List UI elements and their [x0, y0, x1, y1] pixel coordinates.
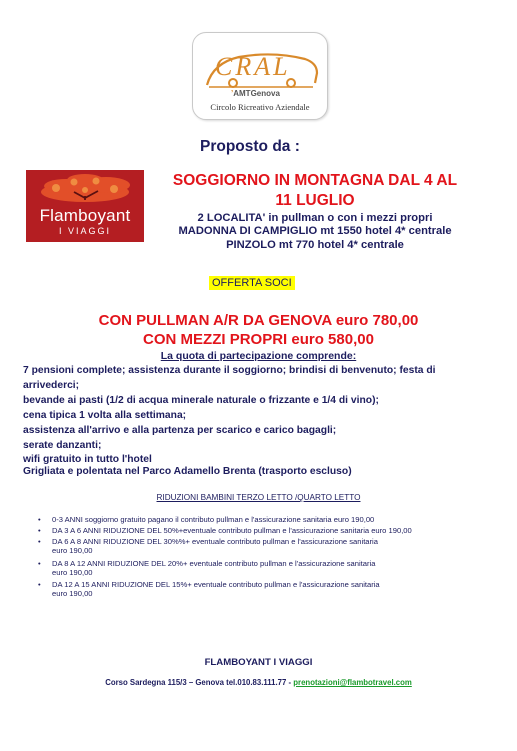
footer-address: Corso Sardegna 115/3 – Genova tel.010.83.111.77 - prenotazioni@flambotravel.com — [105, 678, 412, 687]
include-line: cena tipica 1 volta alla settimana; — [23, 410, 187, 421]
location-line: 2 LOCALITA' in pullman o con i mezzi propri — [197, 212, 433, 224]
cral-logo — [192, 32, 328, 120]
bullet-icon: • — [38, 515, 41, 524]
price-line: CON PULLMAN A/R DA GENOVA euro 780,00 — [98, 312, 419, 329]
include-line: bevande ai pasti (1/2 di acqua minerale naturale o frizzante e 1/4 di vino); — [23, 395, 379, 406]
title-line-2: 11 LUGLIO — [275, 192, 355, 209]
riduzioni-heading: RIDUZIONI BAMBINI TERZO LETTO /QUARTO LETTO — [156, 493, 361, 502]
include-line: wifi gratuito in tutto l'hotel — [23, 454, 152, 465]
price-line: CON MEZZI PROPRI euro 580,00 — [143, 331, 374, 348]
quota-heading: La quota di partecipazione comprende: — [160, 350, 357, 362]
flamboyant-sub: I VIAGGI — [58, 226, 111, 236]
cral-company: ’AMTGenova — [231, 89, 280, 98]
cral-letters: CRAL — [215, 52, 291, 81]
reduction-item: • DA 6 A 8 ANNI RIDUZIONE DEL 30%%+ eventuale contributo pullman e l'assicurazione sanitaria euro 190,00 — [38, 537, 378, 555]
include-line: serate danzanti; — [23, 440, 102, 451]
include-line: 7 pensioni complete; assistenza durante il soggiorno; brindisi di benvenuto; festa di — [23, 365, 436, 376]
reduction-item: • DA 12 A 15 ANNI RIDUZIONE DEL 15%+ eventuale contributo pullman e l'assicurazione sanitaria euro 190,00 — [38, 580, 380, 598]
title-line-1: SOGGIORNO IN MONTAGNA DAL 4 AL — [172, 172, 458, 189]
flamboyant-name: Flamboyant — [39, 206, 131, 225]
bullet-icon: • — [38, 580, 41, 589]
proposto-heading: Proposto da : — [200, 138, 300, 155]
reduction-item: • DA 8 A 12 ANNI RIDUZIONE DEL 20%+ eventuale contributo pullman e l'assicurazione sanitaria euro 190,00 — [38, 559, 376, 577]
cral-subtitle: Circolo Ricreativo Aziendale — [210, 102, 310, 112]
reduction-item: • DA 3 A 6 ANNI RIDUZIONE DEL 50%+eventuale contributo pullman e l'assicurazione sanitaria euro 190,00 — [38, 526, 412, 535]
include-line: Grigliata e polentata nel Parco Adamello Brenta (trasporto escluso) — [23, 466, 352, 477]
location-line: MADONNA DI CAMPIGLIO mt 1550 hotel 4* centrale — [178, 225, 452, 237]
bullet-icon: • — [38, 537, 41, 546]
flamboyant-logo — [26, 170, 144, 242]
reduction-item: • 0-3 ANNI soggiorno gratuito pagano il contributo pullman e l'assicurazione sanitaria euro 190,00 — [38, 515, 375, 524]
location-line: PINZOLO mt 770 hotel 4* centrale — [226, 239, 404, 251]
offerta-soci-badge: OFFERTA SOCI — [209, 276, 295, 290]
footer-name: FLAMBOYANT I VIAGGI — [204, 657, 313, 668]
bullet-icon: • — [38, 559, 41, 568]
email-link[interactable]: prenotazioni@flambotravel.com — [293, 678, 412, 687]
include-line: assistenza all'arrivo e alla partenza per scarico e carico bagagli; — [23, 425, 337, 436]
include-line: arrivederci; — [23, 380, 80, 391]
bullet-icon: • — [38, 526, 41, 535]
